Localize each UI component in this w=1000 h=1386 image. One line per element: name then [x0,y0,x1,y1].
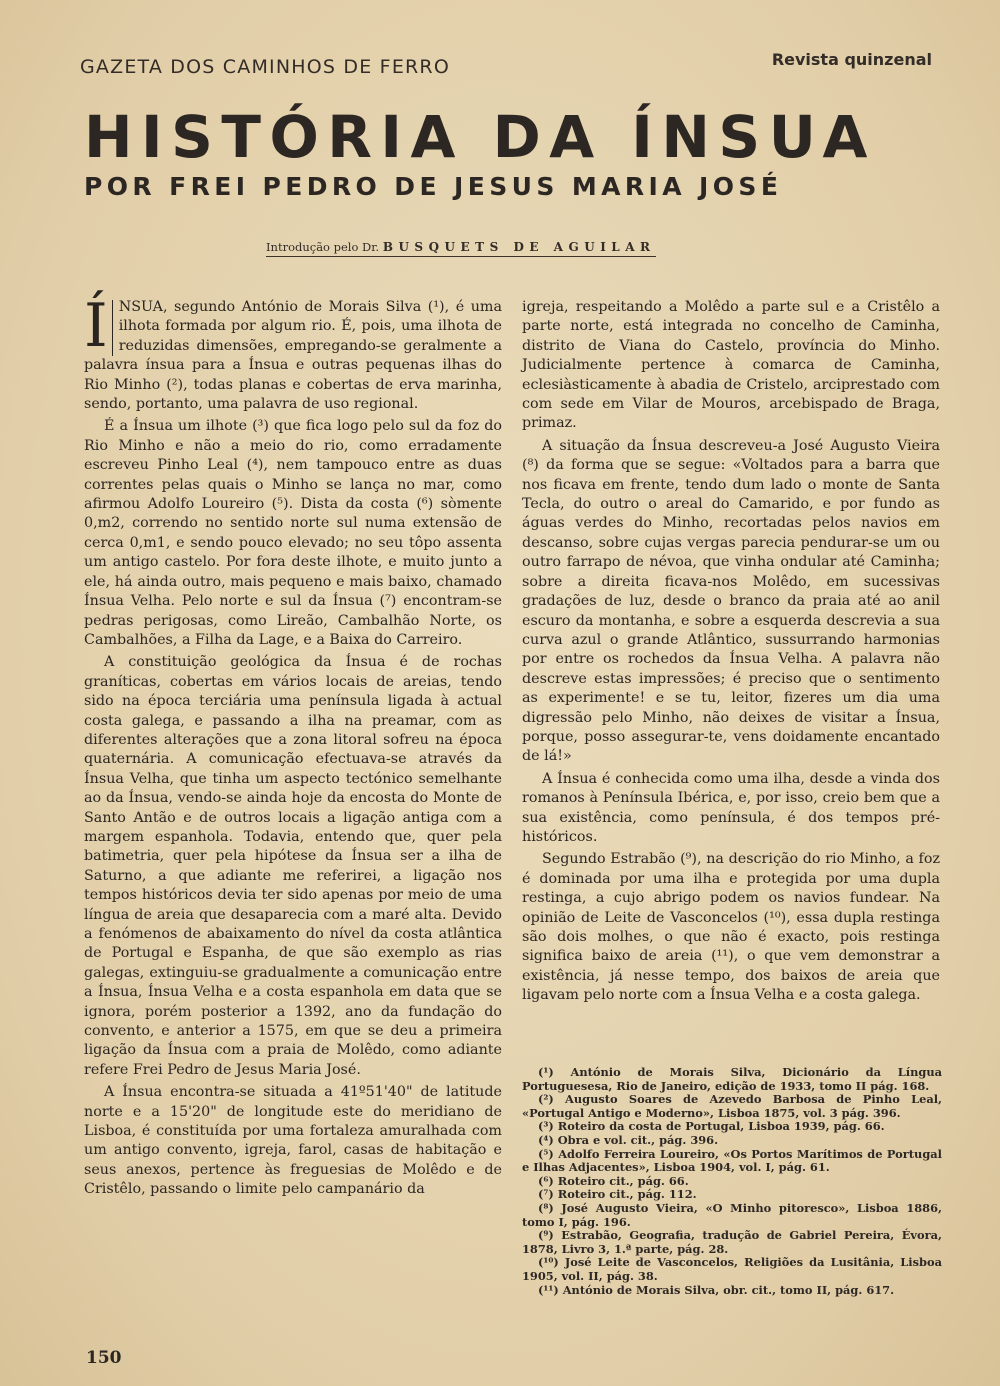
paragraph: A constituição geológica da Ínsua é de rochas graníticas, cobertas em vários locais de areias, tendo sido na época terciária uma península ligada à actual costa galega, e passando a ilha na preamar, com as diferentes alterações que a zona litoral sofreu na época quaternária. A comunicação efectuava-se através da Ínsua Velha, que tinha um aspecto tectónico semelhante ao da Ínsua, vendo-se ainda hoje da encosta do Monte de Santo Antão e de outros locais a ligação antiga com a margem espanhola. Todavia, entendo que, quer pela batimetria, quer pela hipótese da Ínsua ser a ilha de Saturno, a que adiante me referirei, a ligação nos tempos históricos devia ter sido apenas por meio de uma língua de areia que desaparecia com a maré alta. Devido a fenómenos de abaixamento do nível da costa atlântica de Portugal e Espanha, de que são exemplo as rias galegas, extinguiu-se gradualmente a comunicação entre a Ínsua, Ínsua Velha e a costa espanhola em data que se ignora, porém posterior a 1392, ano da fundação do convento, e anterior a 1575, em que se deu a primeira ligação da Ínsua com a praia de Molêdo, como adiante refere Frei Pedro de Jesus Maria José. [84,654,502,1078]
footnote: (⁵) Adolfo Ferreira Loureiro, «Os Portos Marítimos de Portugal e Ilhas Adjacentes», Lisboa 1904, vol. I, pág. 61. [522,1146,942,1175]
footnote: (³) Roteiro da costa de Portugal, Lisboa 1939, pág. 66. [538,1119,885,1134]
drop-cap: Í [84,300,113,356]
paragraph: igreja, respeitando a Molêdo a parte sul e a Cristêlo a parte norte, está integrada no concelho de Caminha, distrito de Viana do Castelo, província do Minho. Judicialmente pertence à comarca de Caminha, eclesiàsticamente à abadia de Cristelo, arciprestado com com sede em Vilar de Mouros, arcebispado de Braga, primaz. [522,299,940,432]
footnote: (¹⁰) José Leite de Vasconcelos, Religiões da Lusitânia, Lisboa 1905, vol. II, pág. 38. [522,1255,942,1283]
footnote: (¹¹) António de Morais Silva, obr. cit., tomo II, pág. 617. [538,1282,895,1297]
intro-author: BUSQUETS DE AGUILAR [382,240,656,254]
footnote: (²) Augusto Soares de Azevedo Barbosa de Pinho Leal, «Portugal Antigo e Moderno», Lisboa 1875, vol. 3 pág. 396. [522,1092,942,1120]
paragraph: A Ínsua encontra-se situada a 41º51'40" de latitude norte e a 15'20" de longitude este do meridiano de Lisboa, é constituída por uma fortaleza amuralhada com um antigo convento, igreja, farol, casas de habitação e seus anexos, pertence às freguesias de Molêdo e de Cristêlo, passando o limite pelo campanário da [84,1084,502,1198]
paragraph: É a Ínsua um ilhote (³) que fica logo pelo sul da foz do Rio Minho e não a meio do rio, como erradamente escreveu Pinho Leal (⁴), nem tampouco entre as duas correntes pelas quais o Minho se lança no mar, como afirmou Adolfo Loureiro (⁵). Dista da costa (⁶) sòmente 0,m2, correndo no sentido norte sul numa extensão de cerca 0,m1, e sendo pouco elevado; no seu tôpo assenta um antigo castelo. Por fora deste ilhote, e muito junto a ele, há ainda outro, mais pequeno e mais baixo, chamado Ínsua Velha. Pelo norte e sul da Ínsua (⁷) encontram-se pedras perigosas, como Lireão, Cambalhão Norte, os Cambalhões, a Filha da Lage, e a Baixa do Carreiro. [84,418,502,648]
paragraph: A situação da Ínsua descreveu-a José Augusto Vieira (⁸) da forma que se segue: «Voltados para a barra que nos ficava em frente, tendo dum lado o monte de Santa Tecla, do outro o areal do Camarido, e por fundo as águas verdes do Minho, recortadas pelos navios em descanso, sobre cujas vergas parecia pendurar-se um ou outro farrapo de névoa, que vinha ondular até Caminha; sobre a direita ficava-nos Molêdo, em sucessivas gradações de luz, desde o branco da praia até ao anil escuro da montanha, e sobre a esquerda descrevia a sua curva azul o grande Atlântico, sussurrando harmonias por entre os rochedos da Ínsua Velha. A palavra não descreve estas impressões; é preciso que o sentimento as experimente! e se tu, leitor, fizeres um dia uma digressão pelo Minho, não deixes de visitar a Ínsua, porque, posso assegurar-te, vens doidamente encantado de lá!» [522,437,940,765]
left-column [84,291,502,1200]
intro-byline [266,240,656,257]
footnote: (⁹) Estrabão, Geografia, tradução de Gabriel Pereira, Évora, 1878, Livro 3, 1.ª parte, pág. 28. [522,1228,942,1256]
paragraph: Í NSUA, segundo António de Morais Silva (¹), é uma ilhota formada por algum rio. É, pois, uma ilhota de reduzidas dimensões, empregando-se geralmente a palavra ínsua para a Ínsua e outras pequenas ilhas do Rio Minho (²), todas planas e cobertas de erva marinha, sendo, portanto, uma palavra de uso regional. [84,291,502,413]
footnote: (⁷) Roteiro cit., pág. 112. [538,1187,697,1202]
footnote: (¹) António de Morais Silva, Dicionário da Língua Portuguesesa, Rio de Janeiro, edição de 1933, tomo II pág. 168. [522,1065,942,1093]
running-header-title: GAZETA DOS CAMINHOS DE FERRO [80,56,450,78]
running-header-periodicity: Revista quinzenal [771,50,932,69]
footnote: (⁶) Roteiro cit., pág. 66. [538,1173,689,1188]
footnotes [522,1066,942,1297]
footnote: (⁴) Obra e vol. cit., pág. 396. [538,1132,719,1147]
footnote: (⁸) José Augusto Vieira, «O Minho pitoresco», Lisboa 1886, tomo I, pág. 196. [522,1200,942,1229]
right-column [522,298,940,1006]
article-title: HISTÓRIA DA ÍNSUA [84,103,876,171]
paragraph: A Ínsua é conhecida como uma ilha, desde a vinda dos romanos à Península Ibérica, e, por isso, creio bem que a sua existência, como península, é dos tempos pré-históricos. [522,770,940,845]
page-number: 150 [86,1348,122,1368]
intro-label: Introdução pelo Dr. [266,240,380,254]
article-subtitle: POR FREI PEDRO DE JESUS MARIA JOSÉ [84,172,783,201]
paragraph: Segundo Estrabão (⁹), na descrição do rio Minho, a foz é dominada por uma ilha e protegida por uma dupla restinga, a cujo abrigo podem os navios fundear. Na opinião de Leite de Vasconcelos (¹⁰), essa dupla restinga são dois molhes, o que não é exacto, pois restinga significa baixo de areia (¹¹), o que vem demonstrar a existência, já nesse tempo, dos baixos de areia que ligavam pelo norte com a Ínsua Velha e a costa galega. [522,851,940,1004]
